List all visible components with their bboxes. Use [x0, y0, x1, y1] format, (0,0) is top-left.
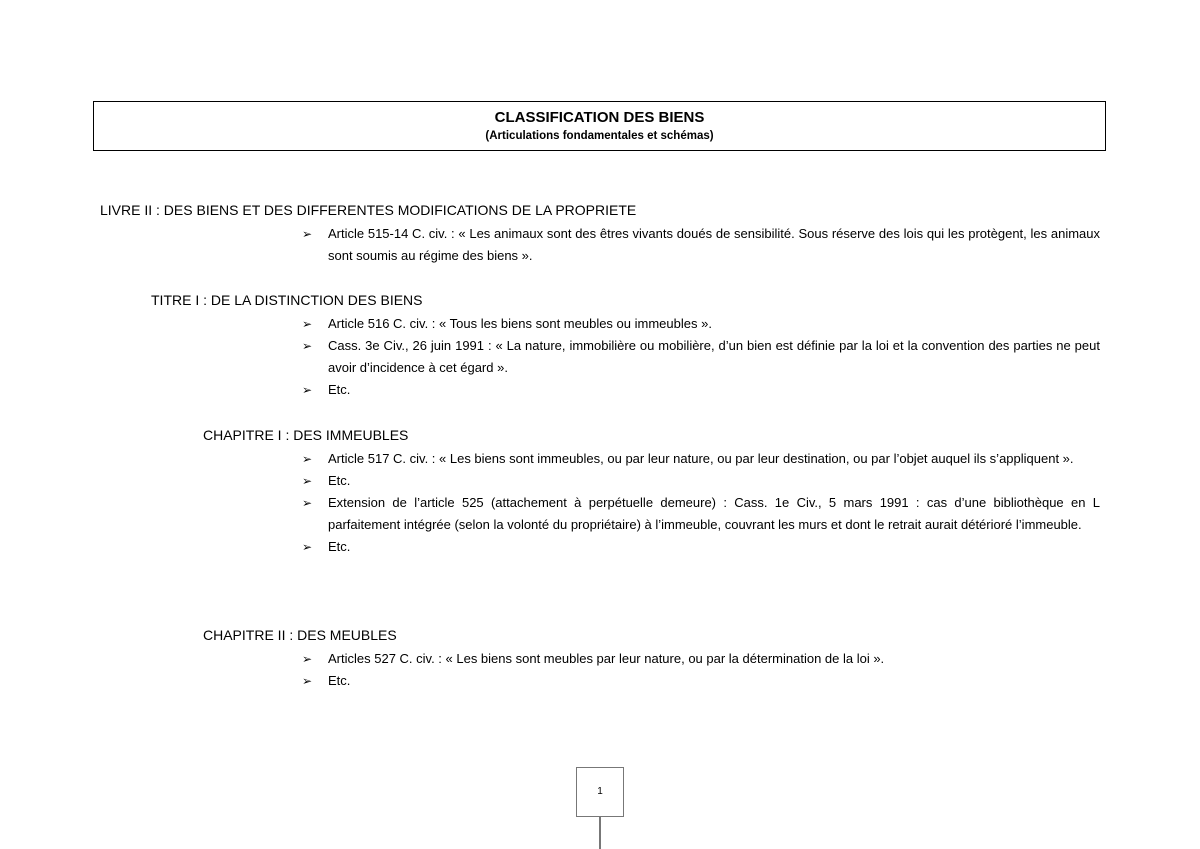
page-number: 1: [597, 786, 603, 797]
arrow-bullet-icon: ➢: [302, 452, 313, 466]
list-item: ➢ Extension de l’article 525 (attachement à perpétuelle demeure) : Cass. 1e Civ., 5 mars 1991 : cas d’une bibliothèque en L parfaitement intégrée (selon la volonté du propriétaire) à l’immeuble, couvrant les murs et dont le retrait aurait détérioré l’immeuble.: [300, 492, 1100, 536]
arrow-bullet-icon: ➢: [302, 540, 313, 554]
heading-chapitre-2: CHAPITRE II : DES MEUBLES: [203, 627, 397, 643]
list-item: ➢ Etc.: [300, 536, 1100, 558]
heading-livre: LIVRE II : DES BIENS ET DES DIFFERENTES MODIFICATIONS DE LA PROPRIETE: [100, 202, 637, 218]
document-title-box: [93, 101, 1106, 151]
list-item: ➢ Article 517 C. civ. : « Les biens sont immeubles, ou par leur nature, ou par leur destination, ou par l’objet auquel ils s’appliquent ».: [300, 448, 1100, 470]
arrow-bullet-icon: ➢: [302, 496, 313, 510]
arrow-bullet-icon: ➢: [302, 652, 313, 666]
document-title: CLASSIFICATION DES BIENS: [494, 109, 705, 126]
list-chapitre-1: [300, 448, 1100, 558]
arrow-bullet-icon: ➢: [302, 317, 313, 331]
page-number-box: [576, 767, 624, 817]
list-chapitre-2: [300, 648, 1100, 692]
arrow-bullet-icon: ➢: [302, 227, 313, 241]
list-item: ➢ Articles 527 C. civ. : « Les biens sont meubles par leur nature, ou par la détermination de la loi ».: [300, 648, 1100, 670]
list-livre: [300, 223, 1100, 267]
list-item: ➢ Cass. 3e Civ., 26 juin 1991 : « La nature, immobilière ou mobilière, d’un bien est définie par la loi et la convention des parties ne peut avoir d’incidence à cet égard ».: [300, 335, 1100, 379]
list-item: ➢ Article 515-14 C. civ. : « Les animaux sont des êtres vivants doués de sensibilité. Sous réserve des lois qui les protègent, les animaux sont soumis au régime des biens ».: [300, 223, 1100, 267]
document-subtitle: (Articulations fondamentales et schémas): [485, 130, 714, 142]
arrow-bullet-icon: ➢: [302, 674, 313, 688]
list-item: ➢ Etc.: [300, 470, 1100, 492]
arrow-bullet-icon: ➢: [302, 474, 313, 488]
list-item: ➢ Article 516 C. civ. : « Tous les biens sont meubles ou immeubles ».: [300, 313, 1100, 335]
arrow-bullet-icon: ➢: [302, 339, 313, 353]
list-titre: [300, 313, 1100, 401]
list-item: ➢ Etc.: [300, 670, 1100, 692]
list-item: ➢ Etc.: [300, 379, 1100, 401]
arrow-bullet-icon: ➢: [302, 383, 313, 397]
heading-titre: TITRE I : DE LA DISTINCTION DES BIENS: [151, 292, 423, 308]
heading-chapitre-1: CHAPITRE I : DES IMMEUBLES: [203, 427, 409, 443]
page-number-connector: [599, 817, 601, 849]
